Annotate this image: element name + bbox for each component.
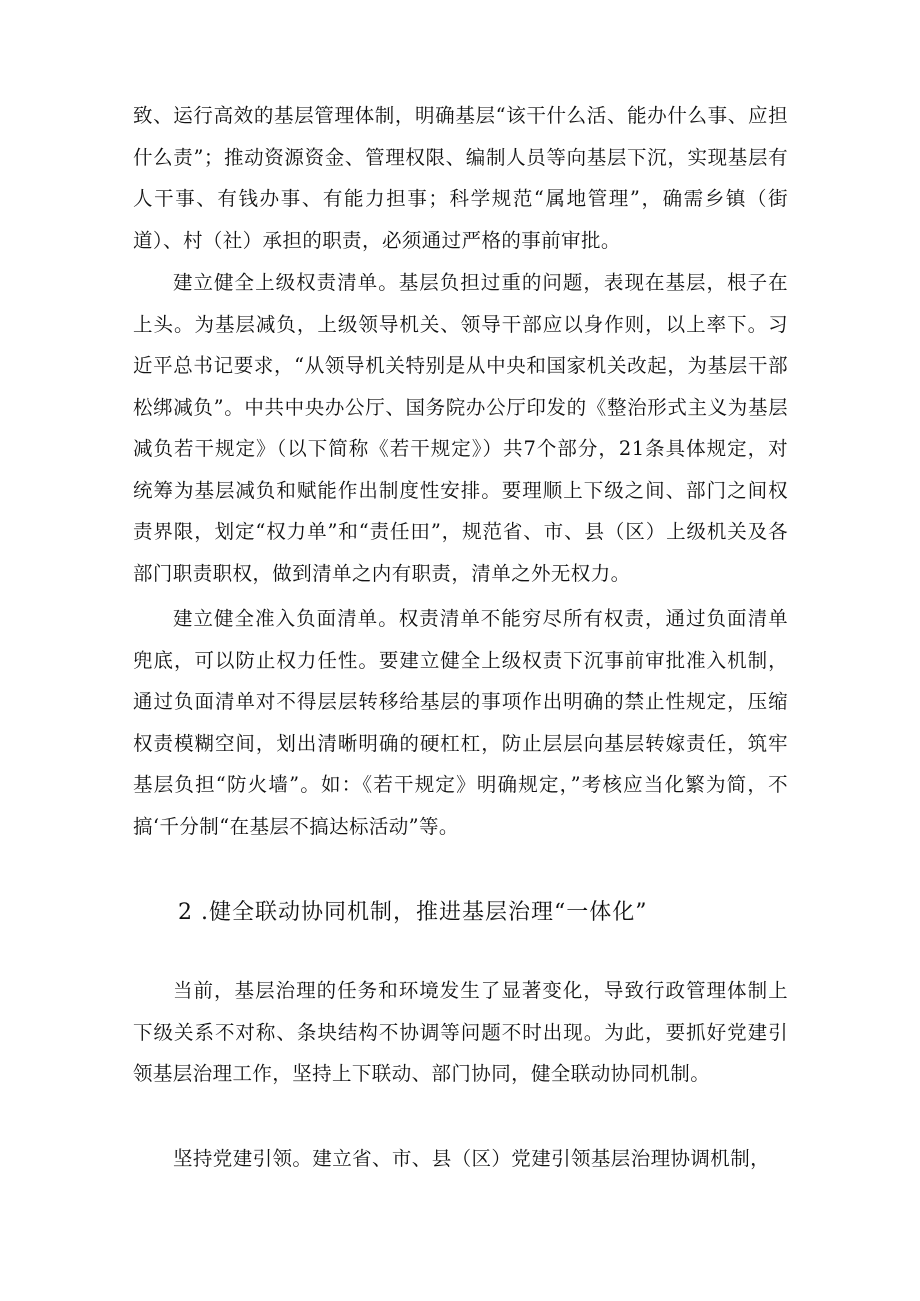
paragraph-party-leadership: 坚持党建引领。建立省、市、县（区）党建引领基层治理协调机制， [173,1147,771,1170]
paragraph-negative-list: 建立健全准入负面清单。权责清单不能穷尽所有权责，通过负面清单兜底，可以防止权力任性。要建立健全上级权责下沉事前审批准入机制，通过负面清单对不得层层转移给基层的事项作出明确的禁止性规定，压缩权责模糊空间，划出清晰明确的硬杠杠，防止层层向基层转嫁责任，筑牢基层负担“防火墙”。如：《若干规定》明确规定，”考核应当化繁为简，不搞‘千分制“在基层不搞达标活动”等。 [133,607,788,838]
paragraph-continuation: 致、运行高效的基层管理体制，明确基层“该干什么活、能办什么事、应担什么责”；推动资源资金、管理权限、编制人员等向基层下沉，实现基层有人干事、有钱办事、有能力担事；科学规范“属地管理”，确需乡镇（街道）、村（社）承担的职责，必须通过严格的事前审批。 [133,104,788,252]
paragraph-superior-responsibility-list: 建立健全上级权责清单。基层负担过重的问题，表现在基层，根子在上头。为基层减负，上级领导机关、领导干部应以身作则，以上率下。习近平总书记要求，“从领导机关特别是从中央和国家机关改起，为基层干部松绑减负”。中共中央办公厅、国务院办公厅印发的《整治形式主义为基层减负若干规定》（以下简称《若干规定》）共7个部分，21条具体规定，对统筹为基层减负和赋能作出制度性安排。要理顺上下级之间、部门之间权责界限，划定“权力单”和“责任田”，规范省、市、县（区）上级机关及各部门职责职权，做到清单之内有职责，清单之外无权力。 [133,271,788,585]
section-heading: 2 .健全联动协同机制，推进基层治理“一体化” [178,900,648,925]
paragraph-current-situation: 当前，基层治理的任务和环境发生了显著变化，导致行政管理体制上下级关系不对称、条块结构不协调等问题不时出现。为此，要抓好党建引领基层治理工作，坚持上下联动、部门协同，健全联动协同机制。 [133,979,788,1085]
